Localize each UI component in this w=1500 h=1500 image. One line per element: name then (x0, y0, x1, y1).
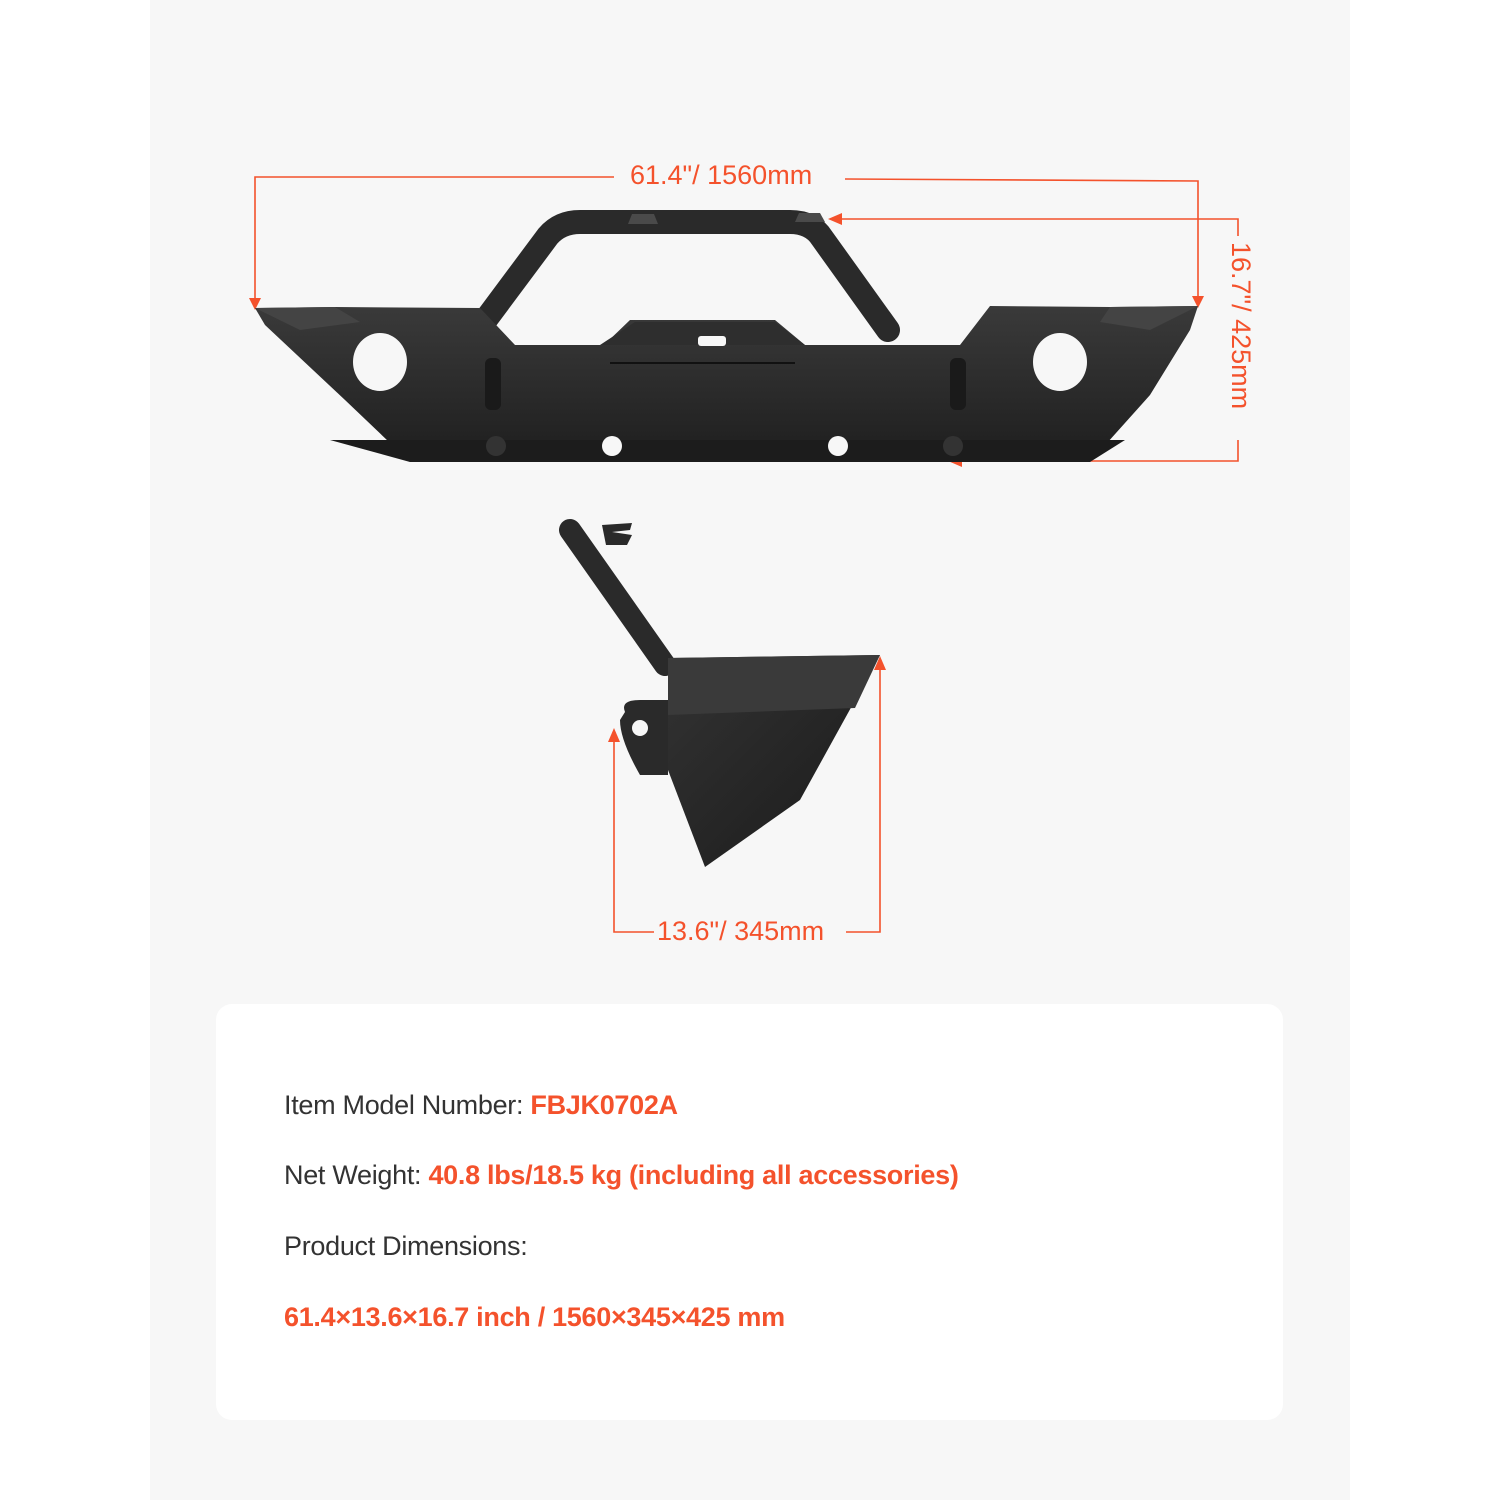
model-number-label: Item Model Number: (284, 1090, 531, 1120)
dimensions-label: Product Dimensions: (284, 1231, 528, 1261)
dimensions-value-row (284, 1302, 785, 1333)
bumper-width-label: 61.4"/ 1560mm (622, 162, 820, 189)
dimensions-value: 61.4×13.6×16.7 inch / 1560×345×425 mm (284, 1302, 785, 1332)
net-weight-value: 40.8 lbs/18.5 kg (including all accessories) (428, 1160, 959, 1190)
bumper-shape (255, 213, 1198, 462)
spec-card (216, 1004, 1283, 1420)
side-bracket-shape (570, 523, 880, 867)
net-weight-label: Net Weight: (284, 1160, 429, 1190)
arrow-up-icon (608, 728, 620, 742)
model-number-row (284, 1090, 678, 1121)
width-dimension-line (255, 177, 1198, 300)
net-weight-row (284, 1160, 959, 1191)
arrow-left-icon (828, 213, 842, 225)
side-depth-label: 13.6"/ 345mm (657, 916, 825, 946)
dimensions-label-row (284, 1231, 527, 1262)
bumper-height-label: 16.7"/ 425mm (1226, 242, 1256, 410)
model-number-value: FBJK0702A (530, 1090, 678, 1120)
